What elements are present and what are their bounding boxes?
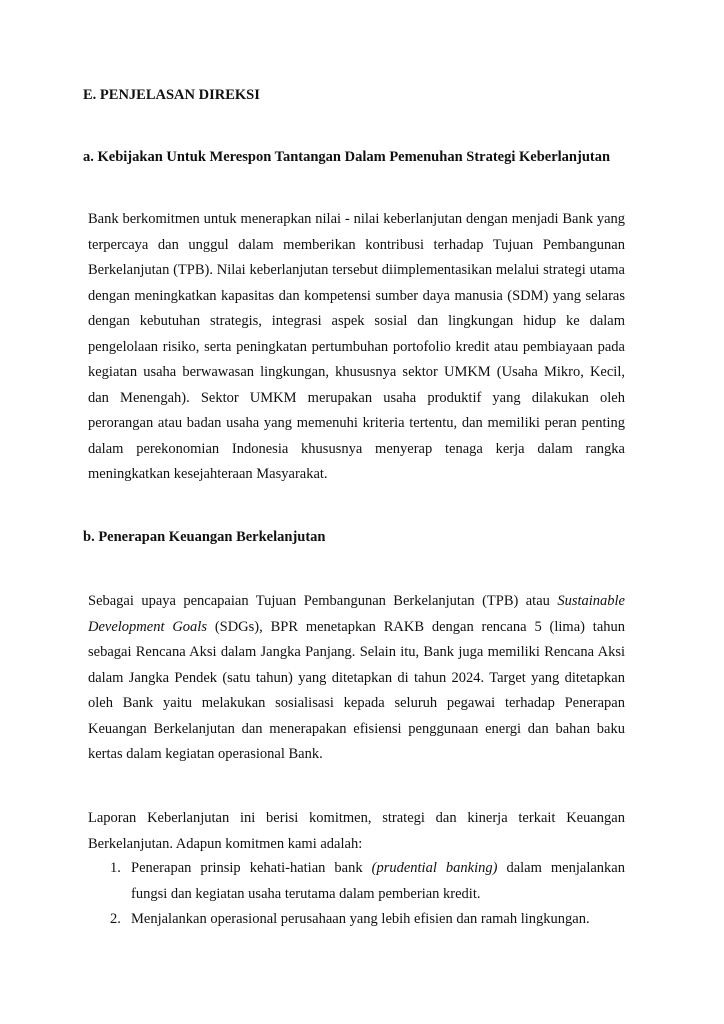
commitment-list [88,856,625,933]
section-heading: E. PENJELASAN DIREKSI [83,87,260,103]
list-item-number: 2. [110,911,121,927]
paragraph-sdg-plan [88,589,625,768]
paragraph-sdg-plan-text-1: Sebagai upaya pencapaian Tujuan Pembangunan Berkelanjutan (TPB) atau [88,593,558,609]
subsection-heading-b: b. Penerapan Keuangan Berkelanjutan [83,529,326,545]
list-item-text: Penerapan prinsip kehati-hatian bank [131,860,372,876]
paragraph-sustainability-policy: Bank berkomitmen untuk menerapkan nilai - nilai keberlanjutan dengan menjadi Bank yang terpercaya dan unggul dalam memberikan kontribusi terhadap Tujuan Pembangunan Berkelanjutan (TPB). Nilai keberlanjutan tersebut diimplementasikan melalui strategi utama dengan meningkatkan kapasitas dan kompetensi sumber daya manusia (SDM) yang selaras dengan kebutuhan strategis, integrasi aspek sosial dan lingkungan hidup ke dalam pengelolaan risiko, serta peningkatan pertumbuhan portofolio kredit atau pembiayaan pada kegiatan usaha berwawasan lingkungan, khususnya sektor UMKM (Usaha Mikro, Kecil, dan Menengah). Sektor UMKM merupakan usaha produktif yang dilakukan oleh perorangan atau badan usaha yang memenuhi kriteria tertentu, dan memiliki peran penting dalam perekonomian Indonesia khususnya menyerap tenaga kerja dalam rangka meningkatkan kesejahteraan Masyarakat. [88,211,625,482]
list-item-text-end: dalam menjalankan fungsi dan kegiatan usaha terutama dalam pemberian kredit. [131,860,625,902]
paragraph-sdg-plan-text-2: (SDGs), BPR menetapkan RAKB dengan rencana 5 (lima) tahun sebagai Rencana Aksi dalam Jangka Panjang. Selain itu, Bank juga memiliki Rencana Aksi dalam Jangka Pendek (satu tahun) yang ditetapkan di tahun 2024. Target yang ditetapkan oleh Bank yaitu melakukan sosialisasi kepada seluruh pegawai terhadap Penerapan Keuangan Berkelanjutan dan menerapakan efisiensi penggunaan energi dan bahan baku kertas dalam kegiatan operasional Bank. [88,618,626,762]
list-item-italic: (prudential banking) [371,860,498,876]
list-item [88,856,625,907]
list-item-number: 1. [110,860,121,876]
paragraph-commitment-intro: Laporan Keberlanjutan ini berisi komitmen, strategi dan kinerja terkait Keuangan Berkelanjutan. Adapun komitmen kami adalah: [88,810,625,852]
subsection-heading-a: a. Kebijakan Untuk Merespon Tantangan Dalam Pemenuhan Strategi Keberlanjutan [83,149,611,165]
paragraph-sdg-plan-italic: Sustainable Development Goals [88,593,625,635]
list-item [88,907,625,933]
list-item-text: Menjalankan operasional perusahaan yang lebih efisien dan ramah lingkungan. [131,911,590,927]
